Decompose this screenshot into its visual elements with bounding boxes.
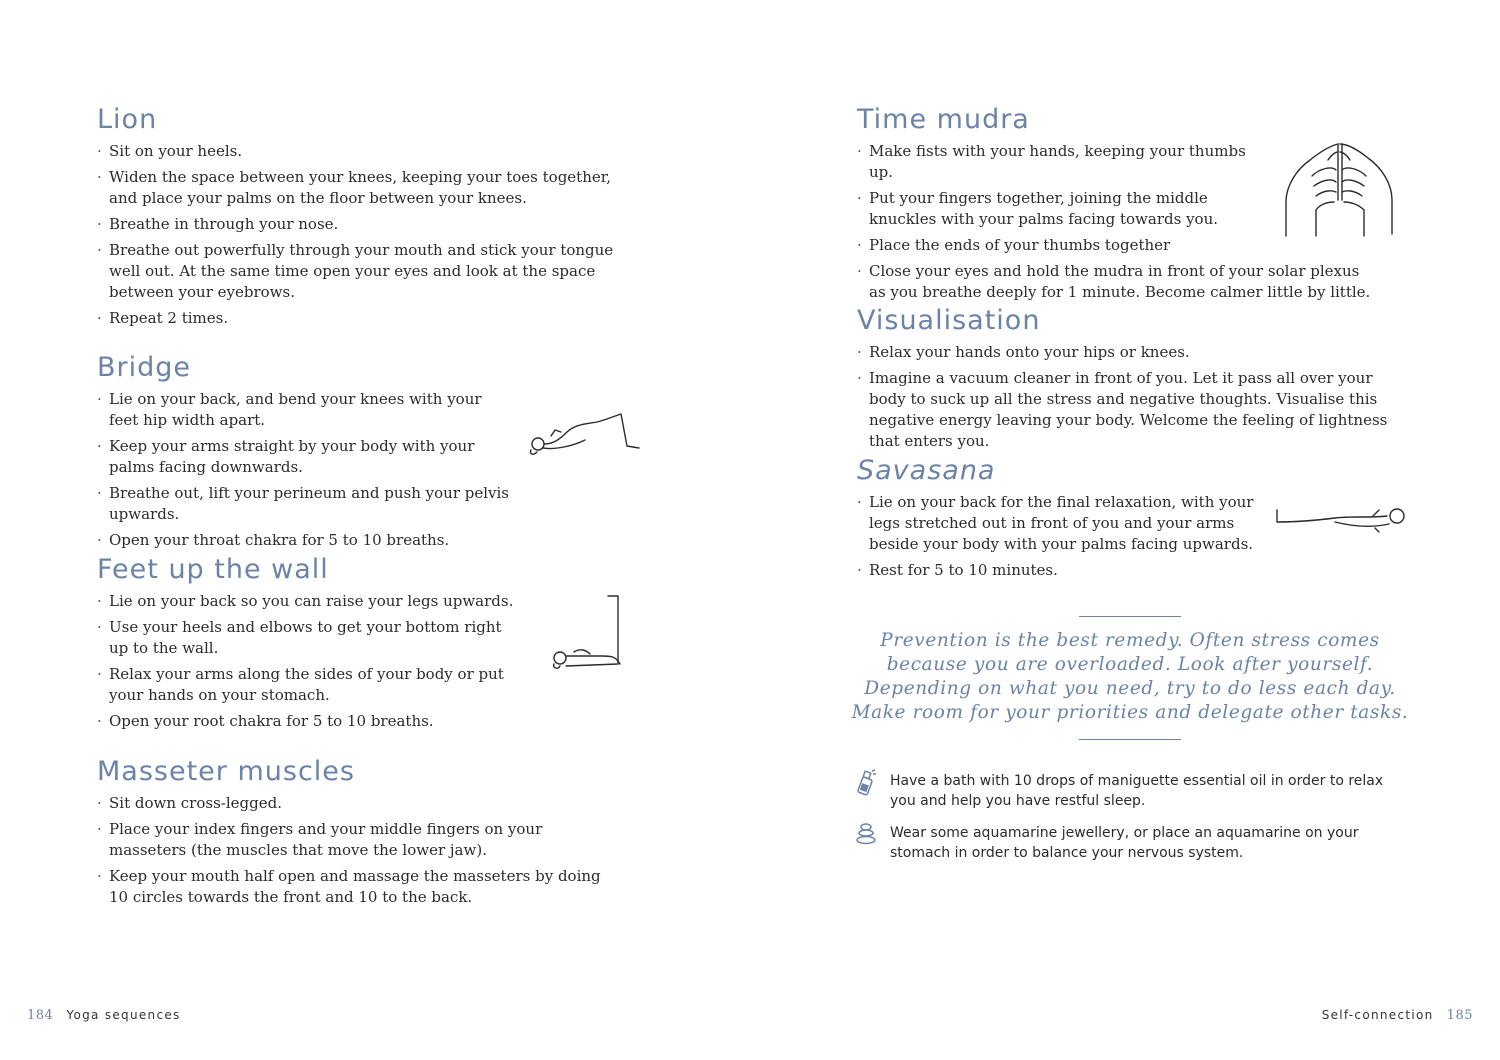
- list-item: · Open your root chakra for 5 to 10 breaths.: [97, 711, 527, 732]
- list-item: · Repeat 2 times.: [97, 308, 642, 329]
- savasana-section: [857, 455, 1277, 586]
- right-page: [750, 0, 1500, 1060]
- tip-item: [854, 823, 1394, 863]
- bridge-section: [97, 352, 557, 556]
- feet-up-the-wall-section: [97, 554, 527, 737]
- list-item: · Put your fingers together, joining the middle knuckles with your palms facing towards you.: [857, 188, 1254, 230]
- list-item: · Relax your hands onto your hips or knees.: [857, 342, 1397, 363]
- list-item: · Breathe out, lift your perineum and push your pelvis upwards.: [97, 483, 557, 525]
- list-item: · Rest for 5 to 10 minutes.: [857, 560, 1277, 581]
- running-title: Yoga sequences: [66, 1008, 181, 1022]
- list-item: · Keep your arms straight by your body with your palms facing downwards.: [97, 436, 494, 478]
- section-title: Masseter muscles: [97, 756, 355, 787]
- step-list: [97, 591, 527, 732]
- list-item: · Lie on your back so you can raise your legs upwards.: [97, 591, 527, 612]
- legs-up-wall-pose-illustration: [546, 594, 626, 676]
- pull-quote: Prevention is the best remedy. Often stress comes because you are overloaded. Look after yourself. Depending on what you need, try to do less each day. Make room for your priorities and delegate other tasks.: [851, 630, 1409, 723]
- quote-bottom-rule: [1079, 739, 1181, 740]
- masseter-muscles-section: [97, 756, 642, 913]
- list-item: · Widen the space between your knees, keeping your toes together, and place your palms on the floor between your knees.: [97, 167, 642, 209]
- list-item: · Imagine a vacuum cleaner in front of you. Let it pass all over your body to suck up all the stress and negative thoughts. Visualise this negative energy leaving your body. Welcome the feeling of lightness that enters you.: [857, 368, 1389, 452]
- page-number: 184: [27, 1008, 54, 1023]
- bridge-pose-illustration: [525, 410, 643, 462]
- list-item: · Place your index fingers and your middle fingers on your masseters (the muscles that move the lower jaw).: [97, 819, 619, 861]
- section-title: Bridge: [97, 352, 192, 383]
- list-item: · Breathe out powerfully through your mouth and stick your tongue well out. At the same time open your eyes and look at the space between your eyebrows.: [97, 240, 642, 303]
- list-item: · Make fists with your hands, keeping your thumbs up.: [857, 141, 1264, 183]
- list-item: · Breathe in through your nose.: [97, 214, 642, 235]
- list-item: · Close your eyes and hold the mudra in front of your solar plexus as you breathe deeply for 1 minute. Become calmer little by little.: [857, 261, 1379, 303]
- running-title: Self-connection: [1321, 1008, 1434, 1022]
- list-item: · Sit down cross-legged.: [97, 793, 642, 814]
- tip-text: Wear some aquamarine jewellery, or place an aquamarine on your stomach in order to balance your nervous system.: [890, 825, 1359, 861]
- time-mudra-hands-illustration: [1280, 140, 1398, 238]
- list-item: · Keep your mouth half open and massage the masseters by doing 10 circles towards the front and 10 to the back.: [97, 866, 624, 908]
- section-title: Feet up the wall: [97, 554, 329, 585]
- section-title: Visualisation: [857, 305, 1041, 336]
- essential-oil-bottle-icon: [854, 769, 878, 797]
- savasana-pose-illustration: [1275, 504, 1410, 536]
- page-number: 185: [1446, 1008, 1473, 1023]
- list-item: · Lie on your back for the final relaxation, with your legs stretched out in front of you and your arms beside your body with your palms facing upwards.: [857, 492, 1269, 555]
- section-title: Savasana: [857, 455, 996, 486]
- section-title: Time mudra: [857, 104, 1030, 135]
- list-item: · Lie on your back, and bend your knees with your feet hip width apart.: [97, 389, 504, 431]
- step-list: [857, 342, 1397, 452]
- section-title: Lion: [97, 104, 158, 135]
- stacked-stones-icon: [854, 821, 878, 849]
- step-list: [97, 793, 642, 908]
- list-item: · Sit on your heels.: [97, 141, 642, 162]
- visualisation-section: [857, 305, 1397, 457]
- quote-top-rule: [1079, 616, 1181, 617]
- left-footer: [27, 1008, 181, 1023]
- lion-section: [97, 104, 642, 334]
- step-list: [97, 141, 642, 329]
- list-item: · Place the ends of your thumbs together: [857, 235, 1387, 256]
- right-footer: [1322, 1008, 1473, 1023]
- list-item: · Use your heels and elbows to get your bottom right up to the wall.: [97, 617, 504, 659]
- step-list: [857, 492, 1277, 581]
- tip-item: [854, 771, 1394, 811]
- list-item: · Open your throat chakra for 5 to 10 breaths.: [97, 530, 557, 551]
- step-list: [97, 389, 557, 551]
- tip-text: Have a bath with 10 drops of maniguette essential oil in order to relax you and help you have restful sleep.: [890, 773, 1384, 809]
- list-item: · Relax your arms along the sides of your body or put your hands on your stomach.: [97, 664, 509, 706]
